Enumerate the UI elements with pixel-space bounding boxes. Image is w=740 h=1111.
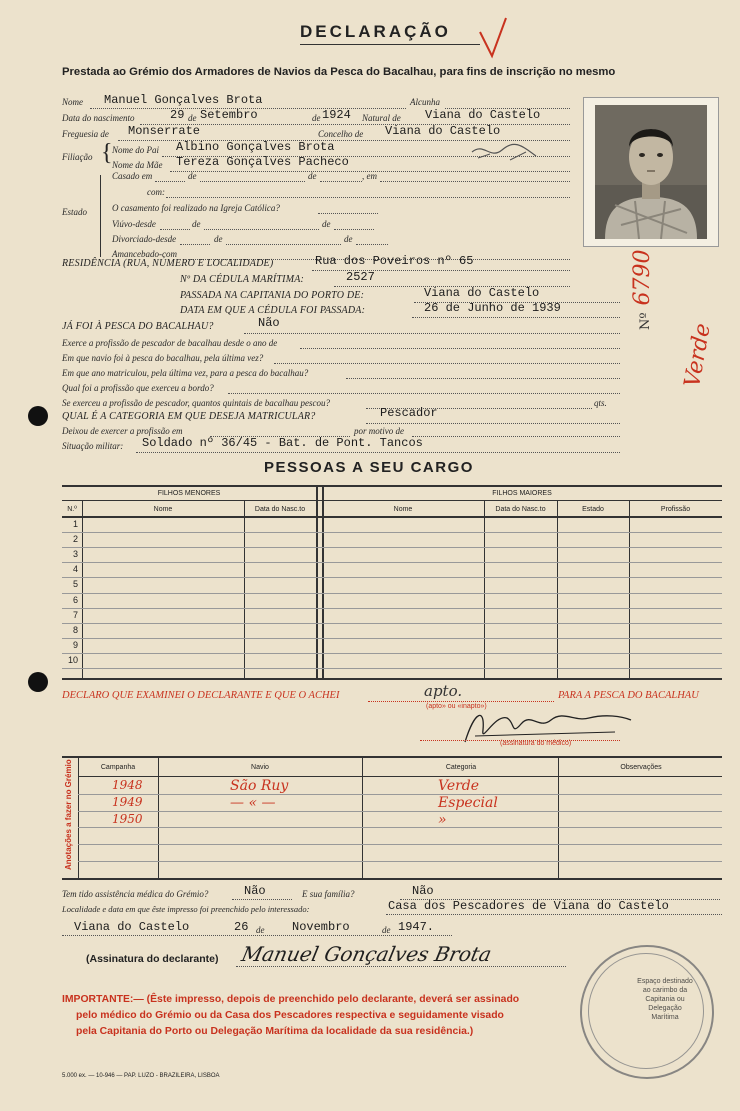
- dia-value: 26: [234, 920, 249, 934]
- de-label: de: [312, 113, 321, 123]
- de-label: de: [256, 925, 265, 935]
- de-label: de: [188, 171, 197, 181]
- freguesia-label: Freguesia de: [62, 129, 109, 139]
- col-data-menores: Data do Nasc.to: [254, 506, 306, 513]
- de-label: de: [188, 113, 197, 123]
- familia-value: Não: [412, 884, 434, 898]
- importante-block: [62, 992, 519, 1040]
- alcunha-label: Alcunha: [410, 97, 440, 107]
- mae-value: Tereza Gonçalves Pacheco: [176, 155, 349, 169]
- de-label: de: [192, 219, 201, 229]
- categoria-note: Especial: [438, 794, 498, 811]
- table-row-divider: [62, 593, 722, 594]
- print-info: 5.000 ex. — 10-946 — PAP. LUZO - BRAZILEIRA, LISBOA: [62, 1073, 220, 1079]
- row-number: 10: [67, 654, 78, 665]
- stamp-text: Espaço destinado ao carimbo da Capitania ou Delegação Marítima: [637, 978, 693, 1021]
- table-row-divider: [62, 562, 722, 563]
- col-observacoes: Observações: [620, 764, 662, 771]
- row-number: 6: [72, 594, 78, 605]
- table-row-divider: [62, 623, 722, 624]
- em-label: , em: [362, 171, 377, 181]
- motivo-label: por motivo de: [354, 426, 404, 436]
- ano-value: 1947.: [398, 920, 435, 934]
- table-row-divider: [62, 668, 722, 669]
- nome-value: Manuel Gonçalves Brota: [104, 93, 263, 107]
- amancebado-label: Amancebado-com: [112, 249, 177, 259]
- assinatura-declarante-label: (Assinatura do declarante): [86, 953, 219, 965]
- localidade-label: Localidade e data em que êste impresso foi preenchido pelo interessado:: [62, 904, 310, 914]
- de-label: de: [322, 219, 331, 229]
- table-row-divider: [62, 653, 722, 654]
- table-row-divider: [78, 827, 722, 828]
- table-row-divider: [78, 794, 722, 795]
- row-number: 8: [72, 624, 78, 635]
- table-row-divider: [62, 638, 722, 639]
- nascimento-label: Data do nascimento: [62, 113, 135, 123]
- photo-frame: [583, 97, 719, 247]
- table-row-divider: [62, 547, 722, 548]
- table-row-divider: [62, 608, 722, 609]
- freguesia-value: Monserrate: [128, 124, 201, 138]
- natural-label: Natural de: [362, 113, 401, 123]
- deixou-label: Deixou de exercer a profissão em: [62, 426, 183, 436]
- table-row-divider: [78, 844, 722, 845]
- concelho-value: Viana do Castelo: [385, 124, 501, 138]
- row-number: 3: [72, 549, 78, 560]
- num-label: Nº: [638, 312, 653, 330]
- pai-label: Nome do Pai: [112, 145, 159, 155]
- militar-value: Soldado nº 36/45 - Bat. de Pont. Tancos: [142, 436, 423, 450]
- assinatura-declarante: Manuel Gonçalves Brota: [239, 942, 494, 966]
- navio-value: — « —: [230, 794, 276, 811]
- col-categoria: Categoria: [445, 764, 477, 771]
- question-profissao: Qual foi a profissão que exerceu a bordo?: [62, 383, 214, 393]
- col-nome-menores: Nome: [153, 506, 173, 513]
- quintais-unit: qts.: [594, 398, 607, 408]
- para-pesca-text: PARA A PESCA DO BACALHAU: [558, 690, 699, 701]
- campanha-value: 1949: [112, 794, 143, 809]
- subtitle: Prestada ao Grémio dos Armadores de Navios da Pesca do Bacalhau, para fins de inscrição no mesmo: [62, 66, 616, 78]
- residencia-label: RESIDÊNCIA (RUA, NÚMERO E LOCALIDADE): [62, 258, 274, 269]
- question-matriculou: Em que ano matriculou, pela última vez, para a pesca do bacalhau?: [62, 368, 309, 378]
- ja-foi-value: Não: [258, 316, 280, 330]
- filiacao-label: Filiação: [62, 152, 93, 162]
- categoria-note: »: [438, 811, 447, 828]
- campanha-value: 1950: [112, 811, 143, 826]
- table-row-divider: [78, 811, 722, 812]
- mes-value: Novembro: [292, 920, 350, 934]
- medical-result: apto.: [424, 682, 463, 700]
- importante-line-3: pela Capitania do Porto ou Delegação Marítima da localidade da sua residência.): [76, 1026, 474, 1037]
- categoria-value: Pescador: [380, 406, 438, 420]
- row-number: 5: [72, 579, 78, 590]
- cidade-value: Viana do Castelo: [74, 920, 190, 934]
- capitania-stamp: [580, 945, 714, 1079]
- declaro-text: DECLARO QUE EXAMINEI O DECLARANTE E QUE O ACHEI: [62, 690, 340, 701]
- capitania-label: PASSADA NA CAPITANIA DO PORTO DE:: [180, 290, 365, 301]
- pai-value: Albino Gonçalves Brota: [176, 140, 335, 154]
- row-number: 9: [72, 639, 78, 650]
- row-number: 4: [72, 564, 78, 575]
- ja-foi-label: JÁ FOI À PESCA DO BACALHAU?: [62, 321, 214, 332]
- estado-label: Estado: [62, 207, 88, 217]
- data-cedula-value: 26 de Junho de 1939: [424, 301, 561, 315]
- casado-label: Casado em: [112, 171, 153, 181]
- divorciado-label: Divorciado-desde: [112, 234, 177, 244]
- assinatura-medico-label: (assinatura do médico): [500, 740, 572, 747]
- punch-hole: [28, 406, 48, 426]
- de-label: de: [214, 234, 223, 244]
- col-estado: Estado: [582, 506, 604, 513]
- assistencia-value: Não: [244, 884, 266, 898]
- cedula-label: Nº DA CÉDULA MARÍTIMA:: [180, 274, 305, 285]
- apto-hint: (apto» ou «inapto»): [426, 703, 487, 710]
- nasc-dia: 29: [170, 108, 185, 122]
- igreja-label: O casamento foi realizado na Igreja Católica?: [112, 203, 280, 213]
- row-number: 7: [72, 609, 78, 620]
- page-title: DECLARAÇÃO: [300, 22, 451, 41]
- table-row-divider: [78, 861, 722, 862]
- question-desde: Exerce a profissão de pescador de bacalhau desde o ano de: [62, 338, 278, 348]
- col-numero: N.º: [67, 506, 77, 513]
- col-data-maiores: Data do Nasc.to: [495, 506, 546, 513]
- de-label: de: [308, 171, 317, 181]
- data-cedula-label: DATA EM QUE A CÉDULA FOI PASSADA:: [180, 305, 366, 316]
- question-navio: Em que navio foi à pesca do bacalhau, pela última vez?: [62, 353, 264, 363]
- navio-value: São Ruy: [230, 778, 289, 794]
- portrait-photo: [595, 105, 707, 239]
- question-quintais: Se exerceu a profissão de pescador, quantos quintais de bacalhau pescou?: [62, 398, 331, 408]
- filhos-maiores-header: FILHOS MAIORES: [492, 490, 552, 497]
- col-campanha: Campanha: [100, 764, 136, 771]
- categoria-note: Verde: [438, 778, 480, 794]
- row-number: 1: [72, 519, 78, 529]
- nome-label: Nome: [62, 97, 83, 107]
- punch-hole: [28, 672, 48, 692]
- margin-number-value: 6790: [630, 249, 655, 306]
- table-row-divider: [62, 577, 722, 578]
- col-profissao: Profissão: [660, 506, 691, 513]
- ink-smudge: [470, 140, 540, 164]
- margin-word: Verde: [680, 321, 716, 390]
- residencia-value: Rua dos Poveiros nº 65: [315, 254, 474, 268]
- nasc-mes: Setembro: [200, 108, 258, 122]
- assistencia-label: Tem tido assistência médica do Grémio?: [62, 889, 209, 899]
- de-label: de: [382, 925, 391, 935]
- importante-line-1: — (Êste impresso, depois de preenchido pelo declarante, deverá ser assinado: [133, 994, 520, 1005]
- dependents-title: PESSOAS A SEU CARGO: [264, 459, 474, 476]
- com-label: com:: [147, 187, 165, 197]
- categoria-label: QUAL É A CATEGORIA EM QUE DESEJA MATRICULAR?: [62, 411, 316, 422]
- table-row-divider: [62, 532, 722, 533]
- check-mark: [478, 14, 508, 60]
- militar-label: Situação militar:: [62, 441, 124, 451]
- de-label: de: [344, 234, 353, 244]
- mae-label: Nome da Mãe: [112, 160, 163, 170]
- annotations-side-label: Anotações a fazer no Grémio: [64, 759, 73, 870]
- nasc-ano: 1924: [322, 108, 351, 122]
- natural-value: Viana do Castelo: [425, 108, 541, 122]
- col-nome-maiores: Nome: [393, 506, 413, 513]
- familia-label: E sua família?: [302, 889, 355, 899]
- campanha-value: 1948: [112, 778, 143, 792]
- document-page: DECLARAÇÃO Prestada ao Grémio dos Armadores de Navios da Pesca do Bacalhau, para fins de inscrição no mesmo Nome Manuel Gonçalves Brota Alcunha Data do nascimento 29 de Setembro de 1924 Natural de Viana do Castelo Freguesia de Monserrate Concelho de Viana do Castelo Filiação { Nome do Pai Albino Gonçalves Brota Nome da Mãe Tereza Gonçalves Pacheco Estado Casado em de de , em com: O casamento foi realizado na Igreja Católica? Viúvo-desde de de Divorciado-desde de de Amancebado-com RESIDÊNCIA (RUA, NÚMERO E LOCALIDADE) Rua dos Poveiros nº 65 Nº DA CÉDULA MARÍTIMA: 2527 PASSADA NA CAPITANIA DO PORTO DE: Viana do Castelo DATA EM QUE A CÉDULA FOI PASSADA: 26 de Junho de 1939 JÁ FOI À PESCA DO BACALHAU? Não Exerce a profissão de pescador de bacalhau desde o ano de Em que navio foi à pesca do bacalhau, pela última vez? Em que ano matriculou, pela última vez, para a pesca do bacalhau? Qual foi a profissão que exerceu a bordo? Se exerceu a profissão de pescador, quantos quintais de bacalhau pescou? qts. QUAL É A CATEGORIA EM QUE DESEJA MATRICULAR? Pescador Deixou de exercer a profissão em por motivo de Situação militar: Soldado nº 36/45 - Bat. de Pont. Tancos Nº 6790 Verde PESSOAS A SEU CARGO FILHOS MENORES FILHOS MAIORES N.º Nome Data do Nasc.to Nome Data do Nasc.to Estado Profissão 1 2 3 4 5 6 7 8 9 10 DECLARO QUE EXAMINEI O DECLARANTE E QUE O ACHEI apto. (apto» ou «inapto») PARA A PESCA DO BACALHAU (assinatura do médico) Anotações a fazer no Grémio Campanha Navio Categoria Observações 1948 São Ruy Verde 1949 — « — Especial 1950 » Tem tido assistência médica do Grémio? Não E sua família? Não Localidade e data em que êste impresso foi preenchido pelo interessado: Casa dos Pescadores de Viana do Castelo Viana do Castelo 26 de Novembro de 1947. (Assinatura do declarante) Manuel Gonçalves Brota IMPORTANTE:— (Êste impresso, depois de preenchido pelo declarante, deverá ser assinado pelo médico do Grémio ou da Casa dos Pescadores respectiva e seguidamente visado pela Capitania do Porto ou Delegação Marítima da localidade da sua residência.) Espaço destinado ao carimbo da Capitania ou Delegação Marítima 5.000 ex. — 10-946 — PAP. LUZO - BRAZILEIRA, LISBOA: [0, 0, 740, 1111]
- concelho-label: Concelho de: [318, 129, 364, 139]
- viuvo-label: Viúvo-desde: [112, 219, 156, 229]
- cedula-value: 2527: [346, 270, 375, 284]
- col-navio: Navio: [251, 764, 269, 771]
- row-number: 2: [72, 534, 78, 545]
- importante-line-2: pelo médico do Grémio ou da Casa dos Pescadores respectiva e seguidamente visado: [76, 1010, 504, 1021]
- filhos-menores-header: FILHOS MENORES: [157, 490, 221, 497]
- importante-label: IMPORTANTE:: [62, 994, 134, 1005]
- localidade-value: Casa dos Pescadores de Viana do Castelo: [388, 899, 669, 913]
- capitania-value: Viana do Castelo: [424, 286, 540, 300]
- margin-number: [630, 250, 655, 331]
